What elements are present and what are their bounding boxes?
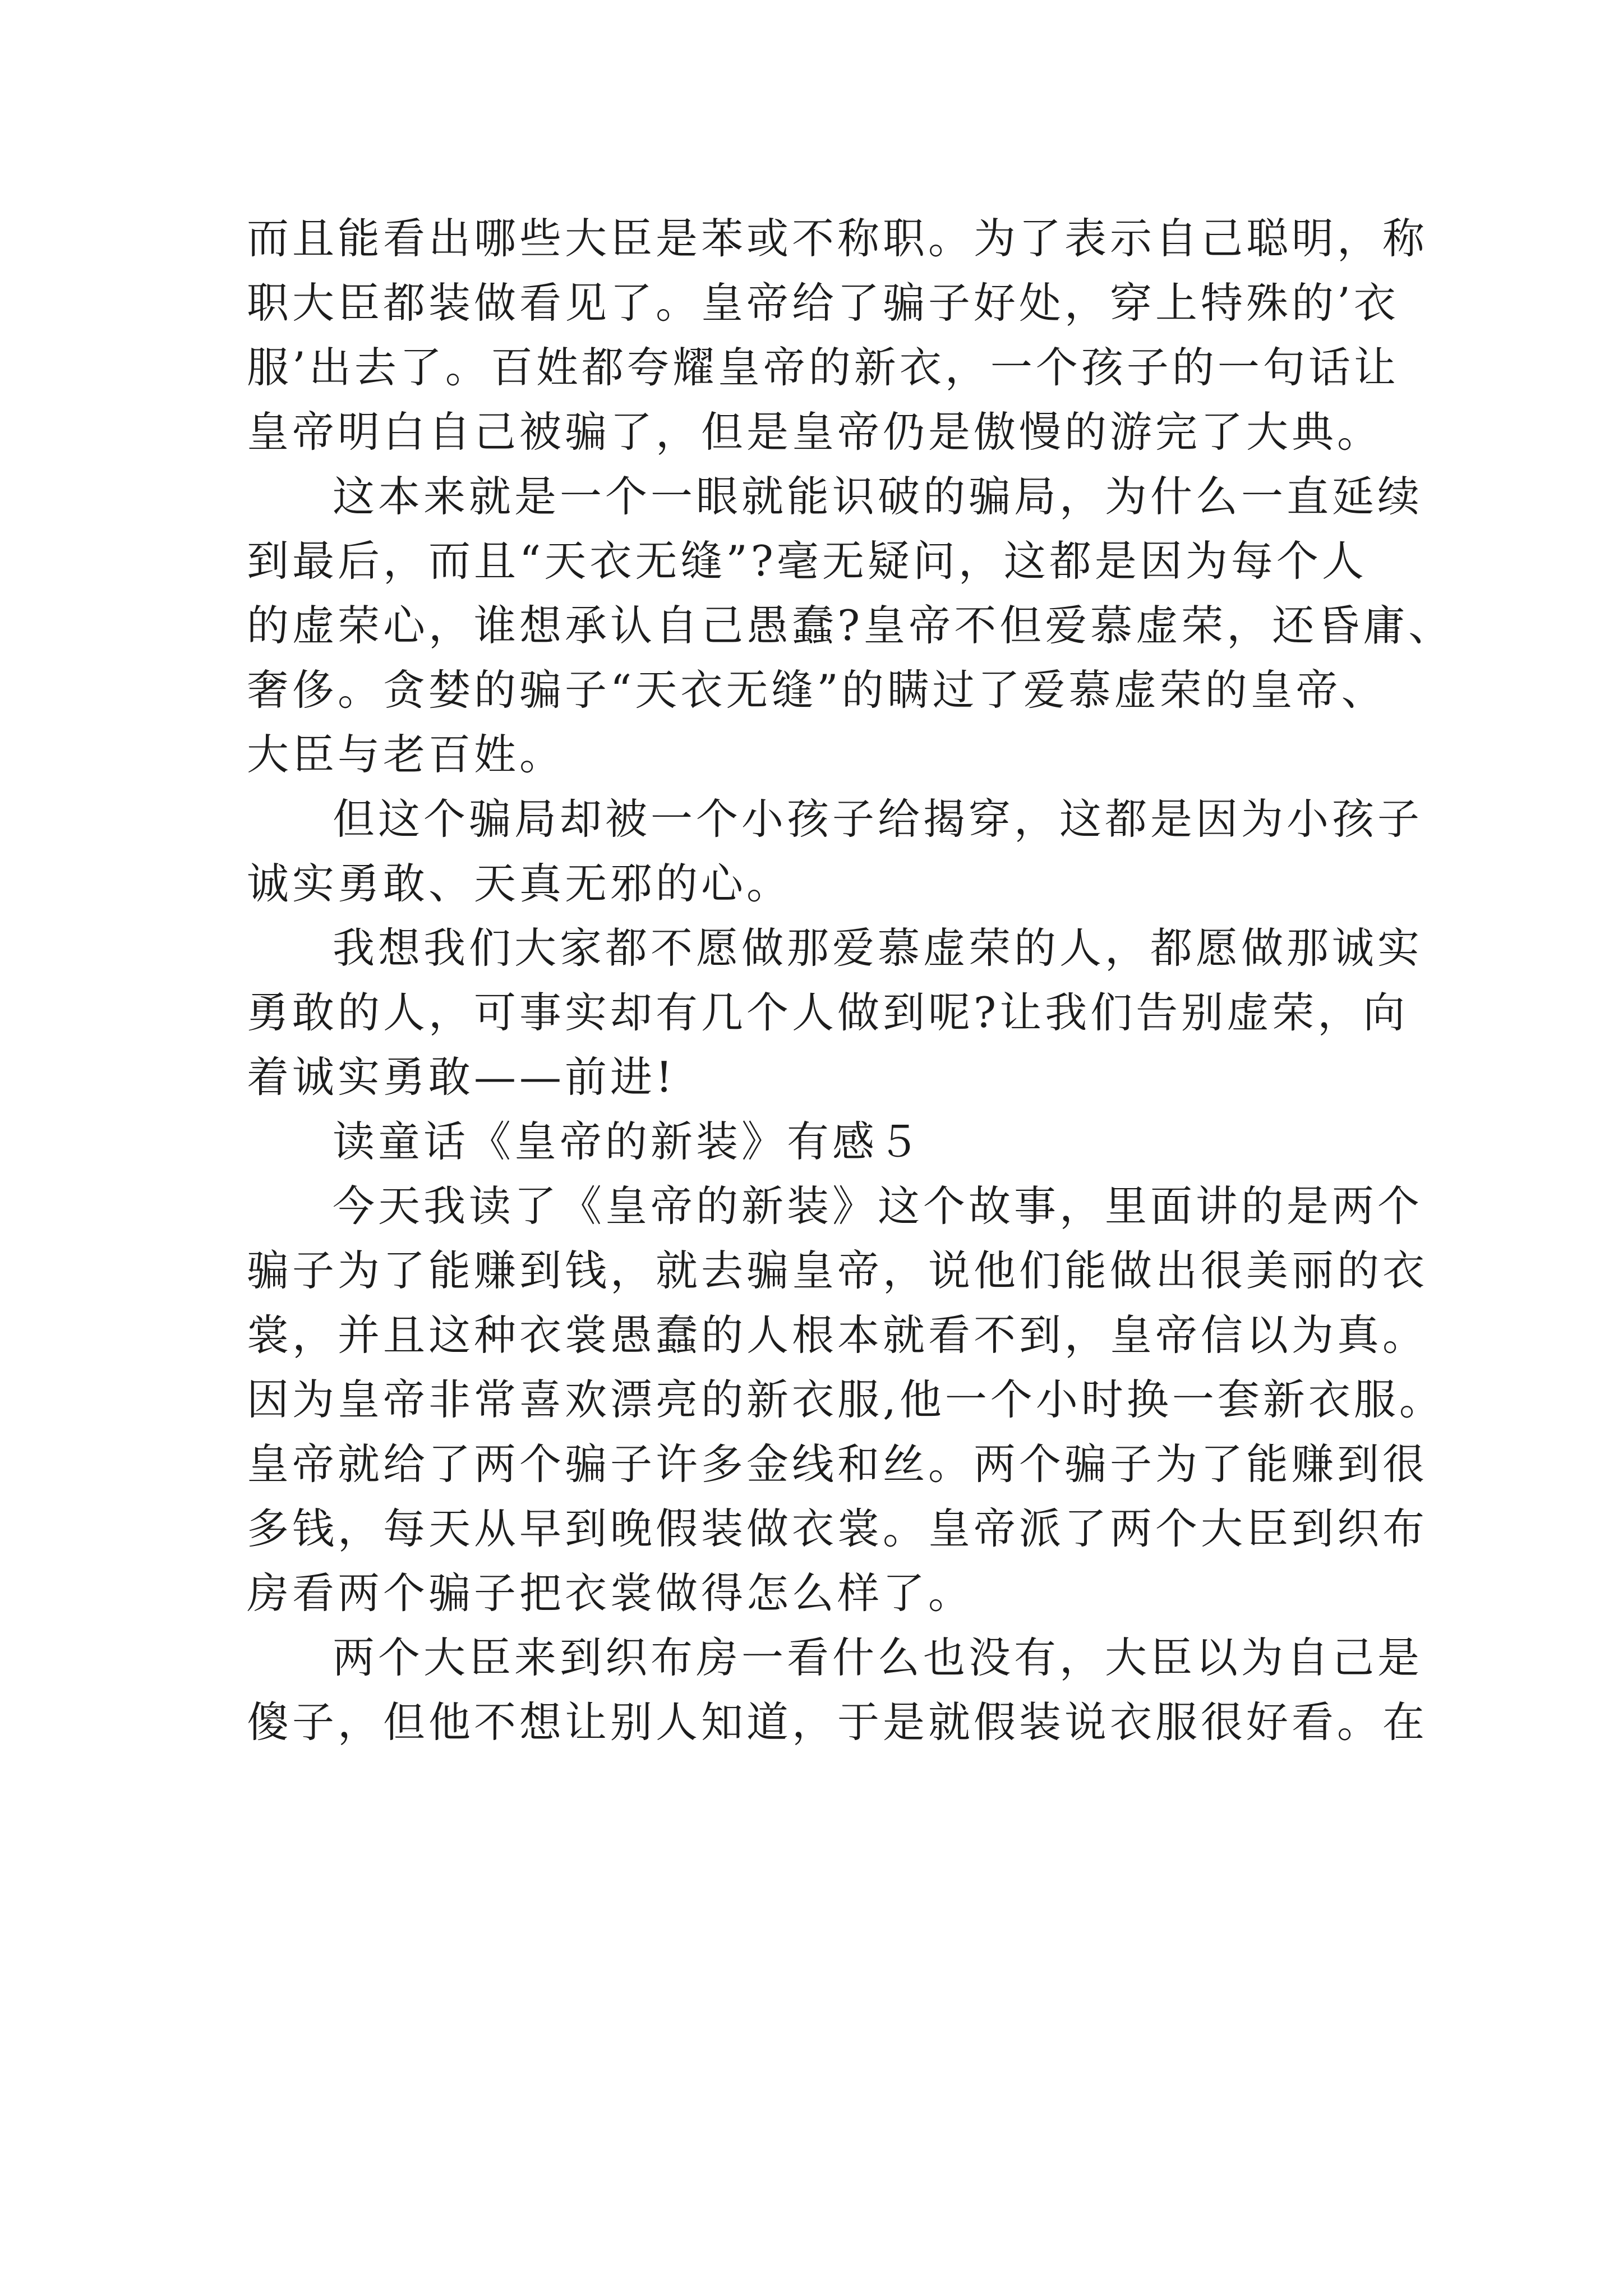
text-line: 裳，并且这种衣裳愚蠢的人根本就看不到，皇帝信以为真。 [247, 1310, 1428, 1360]
text-line: 今天我读了《皇帝的新装》这个故事，里面讲的是两个 [333, 1181, 1423, 1231]
paragraph [247, 787, 1423, 916]
paragraph [247, 464, 1454, 787]
text-line: 因为皇帝非常喜欢漂亮的新衣服,他一个小时换一套新衣服。 [247, 1375, 1445, 1424]
text-line: 皇帝明白自己被骗了，但是皇帝仍是傲慢的游完了大典。 [247, 407, 1383, 457]
text-line: 服’出去了。百姓都夸耀皇帝的新衣，一个孩子的一句话让 [247, 343, 1399, 392]
text-line: 的虚荣心，谁想承认自己愚蠢?皇帝不但爱慕虚荣，还昏庸、 [247, 601, 1454, 650]
document-body [247, 206, 1454, 1755]
text-line: 骗子为了能赚到钱，就去骗皇帝，说他们能做出很美丽的衣 [247, 1246, 1428, 1295]
text-line: 奢侈。贪婪的骗子“天衣无缝”的瞒过了爱慕虚荣的皇帝、 [247, 665, 1387, 715]
paragraph [247, 1626, 1428, 1755]
text-line: 多钱，每天从早到晚假装做衣裳。皇帝派了两个大臣到织布 [247, 1504, 1428, 1553]
text-line: 大臣与老百姓。 [247, 730, 565, 779]
paragraph [247, 1174, 1445, 1626]
paragraph [247, 206, 1428, 464]
text-line: 这本来就是一个一眼就能识破的骗局，为什么一直延续 [333, 472, 1423, 521]
text-line: 但这个骗局却被一个小孩子给揭穿，这都是因为小孩子 [333, 794, 1423, 844]
text-line: 勇敢的人，可事实却有几个人做到呢?让我们告别虚荣，向 [247, 988, 1409, 1037]
section-heading [247, 1110, 1385, 1174]
text-line: 房看两个骗子把衣裳做得怎么样了。 [247, 1568, 974, 1618]
text-line: 到最后，而且“天衣无缝”?毫无疑问，这都是因为每个人 [247, 536, 1367, 586]
text-line: 傻子，但他不想让别人知道，于是就假装说衣服很好看。在 [247, 1697, 1428, 1747]
text-line: 着诚实勇敢——前进! [247, 1052, 676, 1102]
text-line: 诚实勇敢、天真无邪的心。 [247, 859, 792, 908]
heading-text: 读童话《皇帝的新装》有感５ [333, 1117, 924, 1166]
text-line: 皇帝就给了两个骗子许多金线和丝。两个骗子为了能赚到很 [247, 1439, 1428, 1489]
paragraph [247, 916, 1423, 1110]
text-line: 职大臣都装做看见了。皇帝给了骗子好处，穿上特殊的’衣 [247, 278, 1399, 328]
text-line: 我想我们大家都不愿做那爱慕虚荣的人，都愿做那诚实 [333, 923, 1423, 973]
text-line: 两个大臣来到织布房一看什么也没有，大臣以为自己是 [333, 1633, 1423, 1682]
text-line: 而且能看出哪些大臣是苯或不称职。为了表示自己聪明，称 [247, 214, 1428, 263]
